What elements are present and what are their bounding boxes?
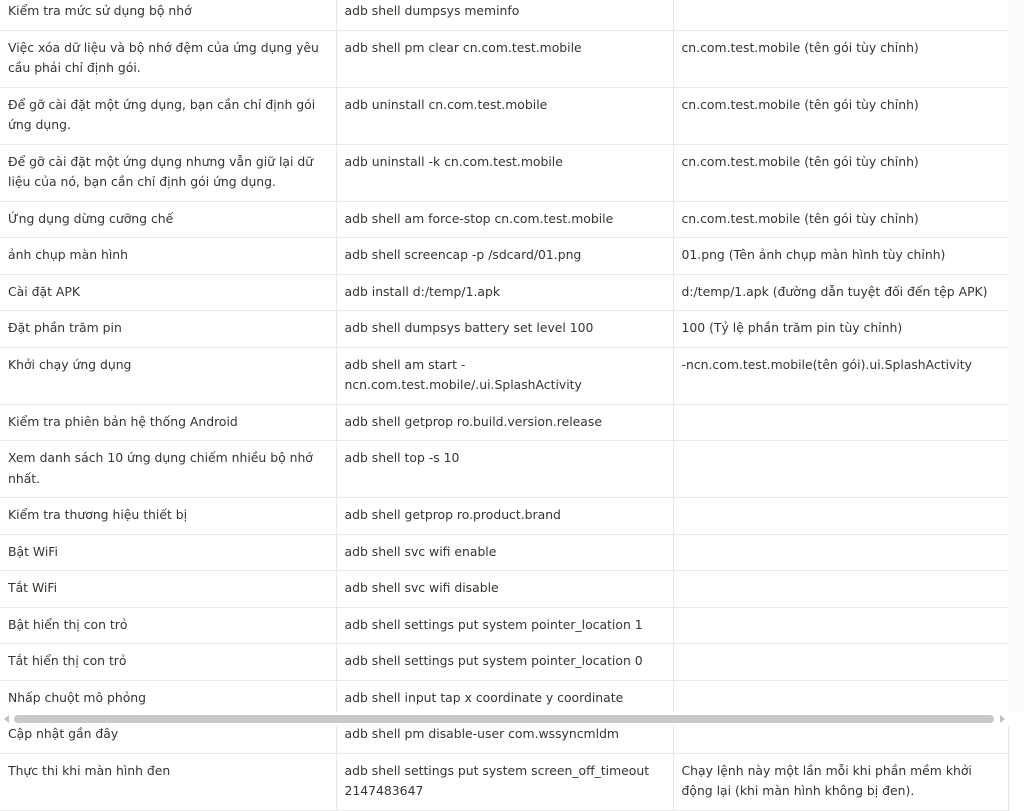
- note-cell[interactable]: -ncn.com.test.mobile(tên gói).ui.SplashActivity: [673, 347, 1008, 404]
- table-row: [0, 607, 1008, 644]
- note-cell[interactable]: [673, 607, 1008, 644]
- scroll-right-arrow-icon[interactable]: [1000, 715, 1005, 723]
- note-cell[interactable]: [673, 534, 1008, 571]
- command-cell[interactable]: adb shell am force-stop cn.com.test.mobile: [336, 201, 673, 238]
- table-row: [0, 347, 1008, 404]
- description-cell[interactable]: Bật WiFi: [0, 534, 336, 571]
- table-row: [0, 87, 1008, 144]
- description-cell[interactable]: Nhấp chuột mô phỏng: [0, 680, 336, 717]
- vertical-scroll-gutter: [1008, 0, 1024, 712]
- note-cell[interactable]: 01.png (Tên ảnh chụp màn hình tùy chỉnh): [673, 238, 1008, 275]
- description-cell[interactable]: Để gỡ cài đặt một ứng dụng, bạn cần chỉ định gói ứng dụng.: [0, 87, 336, 144]
- note-cell[interactable]: 100 (Tỷ lệ phần trăm pin tùy chỉnh): [673, 311, 1008, 348]
- command-cell[interactable]: adb shell top -s 10: [336, 441, 673, 498]
- horizontal-scroll-thumb[interactable]: [14, 715, 994, 723]
- note-cell[interactable]: [673, 498, 1008, 535]
- command-cell[interactable]: adb shell settings put system pointer_location 0: [336, 644, 673, 681]
- command-cell[interactable]: adb shell pm disable-user com.wssyncmldm: [336, 717, 673, 754]
- description-cell[interactable]: Xem danh sách 10 ứng dụng chiếm nhiều bộ nhớ nhất.: [0, 441, 336, 498]
- table-row: [0, 201, 1008, 238]
- table-row: [0, 274, 1008, 311]
- note-cell[interactable]: cn.com.test.mobile (tên gói tùy chỉnh): [673, 144, 1008, 201]
- command-cell[interactable]: adb shell am start -ncn.com.test.mobile/.ui.SplashActivity: [336, 347, 673, 404]
- note-cell[interactable]: [673, 0, 1008, 30]
- command-cell[interactable]: adb shell dumpsys meminfo: [336, 0, 673, 30]
- description-cell[interactable]: Thực thi khi màn hình đen: [0, 753, 336, 810]
- table-row: [0, 311, 1008, 348]
- command-cell[interactable]: adb shell screencap -p /sdcard/01.png: [336, 238, 673, 275]
- note-cell[interactable]: Chạy lệnh này một lần mỗi khi phần mềm khởi động lại (khi màn hình không bị đen).: [673, 753, 1008, 810]
- table-row: [0, 441, 1008, 498]
- description-cell[interactable]: Để gỡ cài đặt một ứng dụng nhưng vẫn giữ lại dữ liệu của nó, bạn cần chỉ định gói ứng dụng.: [0, 144, 336, 201]
- description-cell[interactable]: Đặt phần trăm pin: [0, 311, 336, 348]
- command-cell[interactable]: adb uninstall -k cn.com.test.mobile: [336, 144, 673, 201]
- command-cell[interactable]: adb shell svc wifi enable: [336, 534, 673, 571]
- note-cell[interactable]: [673, 644, 1008, 681]
- table-row: [0, 0, 1008, 30]
- note-cell[interactable]: cn.com.test.mobile (tên gói tùy chỉnh): [673, 201, 1008, 238]
- command-cell[interactable]: adb shell getprop ro.build.version.release: [336, 404, 673, 441]
- table-row: [0, 30, 1008, 87]
- note-cell[interactable]: cn.com.test.mobile (tên gói tùy chỉnh): [673, 30, 1008, 87]
- note-cell[interactable]: [673, 441, 1008, 498]
- description-cell[interactable]: Tắt hiển thị con trỏ: [0, 644, 336, 681]
- command-cell[interactable]: adb shell svc wifi disable: [336, 571, 673, 608]
- description-cell[interactable]: Ứng dụng dừng cưỡng chế: [0, 201, 336, 238]
- description-cell[interactable]: ảnh chụp màn hình: [0, 238, 336, 275]
- description-cell[interactable]: Việc xóa dữ liệu và bộ nhớ đệm của ứng dụng yêu cầu phải chỉ định gói.: [0, 30, 336, 87]
- description-cell[interactable]: Kiểm tra phiên bản hệ thống Android: [0, 404, 336, 441]
- table-row: [0, 753, 1008, 810]
- table-row: [0, 571, 1008, 608]
- description-cell[interactable]: Kiểm tra thương hiệu thiết bị: [0, 498, 336, 535]
- description-cell[interactable]: Tắt WiFi: [0, 571, 336, 608]
- description-cell[interactable]: Cập nhật gần đây: [0, 717, 336, 754]
- description-cell[interactable]: Khởi chạy ứng dụng: [0, 347, 336, 404]
- note-cell[interactable]: [673, 404, 1008, 441]
- description-cell[interactable]: Bật hiển thị con trỏ: [0, 607, 336, 644]
- command-cell[interactable]: adb shell dumpsys battery set level 100: [336, 311, 673, 348]
- command-cell[interactable]: adb shell settings put system pointer_location 1: [336, 607, 673, 644]
- table-row: [0, 404, 1008, 441]
- horizontal-scroll-track[interactable]: [14, 715, 994, 723]
- scroll-left-arrow-icon[interactable]: [4, 715, 9, 723]
- command-cell[interactable]: adb uninstall cn.com.test.mobile: [336, 87, 673, 144]
- description-cell[interactable]: Cài đặt APK: [0, 274, 336, 311]
- command-cell[interactable]: adb shell input tap x coordinate y coordinate: [336, 680, 673, 717]
- description-cell[interactable]: Kiểm tra mức sử dụng bộ nhớ: [0, 0, 336, 30]
- note-cell[interactable]: [673, 571, 1008, 608]
- command-cell[interactable]: adb install d:/temp/1.apk: [336, 274, 673, 311]
- table-row: [0, 534, 1008, 571]
- command-cell[interactable]: adb shell settings put system screen_off_timeout 2147483647: [336, 753, 673, 810]
- table-row: [0, 144, 1008, 201]
- horizontal-scrollbar[interactable]: [0, 712, 1024, 726]
- note-cell[interactable]: cn.com.test.mobile (tên gói tùy chỉnh): [673, 87, 1008, 144]
- command-cell[interactable]: adb shell pm clear cn.com.test.mobile: [336, 30, 673, 87]
- table-row: [0, 644, 1008, 681]
- note-cell[interactable]: d:/temp/1.apk (đường dẫn tuyệt đối đến tệp APK): [673, 274, 1008, 311]
- table-row: [0, 238, 1008, 275]
- table-row: [0, 498, 1008, 535]
- command-cell[interactable]: adb shell getprop ro.product.brand: [336, 498, 673, 535]
